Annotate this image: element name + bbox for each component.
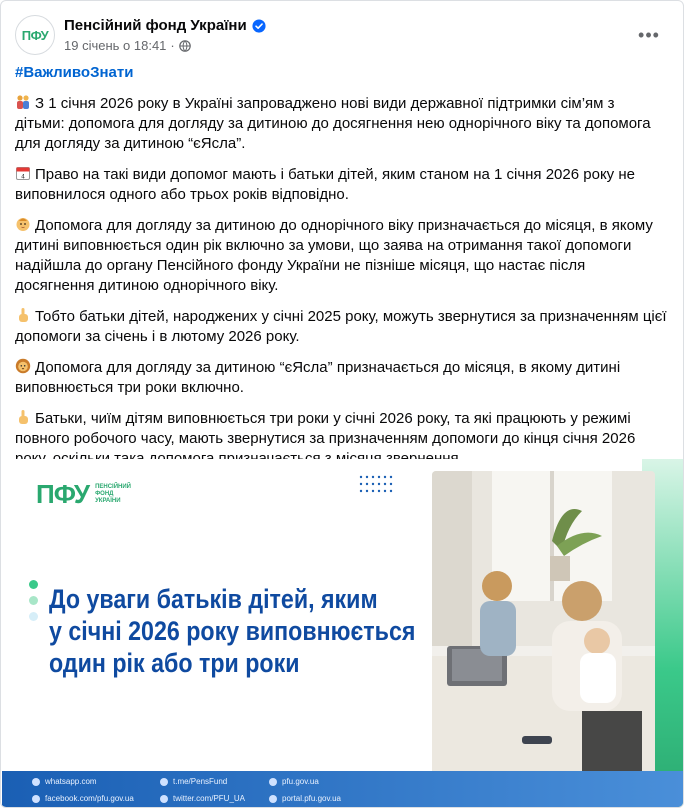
card-title-line: у січні 2026 року виповнюється (49, 616, 416, 646)
post-header-info (64, 17, 266, 53)
twitter-icon (160, 795, 168, 803)
footer-text: portal.pfu.gov.ua (282, 794, 342, 803)
footer-portal (269, 794, 341, 803)
lion-emoji-icon (15, 358, 31, 374)
bullet-dot (29, 596, 38, 605)
post-timestamp[interactable]: 19 січень о 18:41 (64, 38, 167, 53)
footer-text: facebook.com/pfu.gov.ua (45, 794, 134, 803)
card-footer (2, 771, 684, 808)
page-avatar[interactable] (15, 15, 55, 55)
card-logo-caption (95, 484, 131, 505)
whatsapp-icon (32, 778, 40, 786)
footer-text: t.me/PensFund (173, 777, 228, 786)
card-pfu-logo (36, 479, 131, 510)
meta-separator: · (170, 38, 175, 53)
post-image[interactable] (2, 459, 684, 808)
paragraph-text: Батьки, чиїм дітям виповнюється три роки у січні 2026 року, та які працюють у режимі повного робочого часу, мають звернутися за призначенням допомоги до кінця січня 2026 (15, 410, 636, 447)
paragraph-text: З 1 січня 2026 року в Україні запроваджено нові види державної підтримки сім’ям з дітьми: допомога для догляду за дитиною до досягнення нею однорічного віку та допомога для догляду за дитиною “єЯсла”. (15, 95, 651, 152)
post-text (15, 63, 667, 480)
card-logo-line: УКРАЇНИ (95, 498, 121, 504)
paragraph-text: Допомога для догляду за дитиною “єЯсла” призначається до місяця, в якому дитині виповнюється три роки включно. (15, 359, 621, 396)
page-name[interactable]: Пенсійний фонд України (64, 17, 247, 34)
card-logo-line: ПЕНСІЙНИЙ (95, 484, 131, 490)
website-icon (269, 778, 277, 786)
post-paragraph (15, 94, 667, 154)
footer-telegram (160, 777, 227, 786)
footer-whatsapp (32, 777, 97, 786)
baby-emoji-icon (15, 216, 31, 232)
decorative-dot-grid (359, 475, 395, 497)
post-paragraph (15, 216, 667, 296)
verified-badge-icon (252, 19, 266, 33)
footer-text: whatsapp.com (45, 777, 97, 786)
post-header (15, 13, 669, 57)
more-options-button[interactable]: ••• (638, 24, 660, 45)
facebook-icon (32, 795, 40, 803)
page-name-row (64, 17, 266, 34)
footer-twitter (160, 794, 245, 803)
card-title-line: До уваги батьків дітей, яким (49, 584, 378, 614)
pointing-emoji-icon (15, 409, 31, 425)
bullet-dot (29, 580, 38, 589)
portal-icon (269, 795, 277, 803)
telegram-icon (160, 778, 168, 786)
family-emoji-icon (15, 94, 31, 110)
footer-text: pfu.gov.ua (282, 777, 319, 786)
svg-text:4: 4 (21, 173, 25, 181)
avatar-logo-text: ПФУ (21, 27, 49, 43)
post-meta (64, 38, 266, 53)
globe-icon[interactable] (179, 40, 191, 52)
family-photo (432, 471, 655, 808)
hashtag-link[interactable]: #ВажливоЗнати (15, 64, 134, 81)
footer-text: twitter.com/PFU_UA (173, 794, 246, 803)
pointing-emoji-icon (15, 307, 31, 323)
bullet-dot (29, 612, 38, 621)
post-paragraph (15, 358, 667, 398)
post-paragraph (15, 165, 667, 205)
card-logo-mark: ПФУ (36, 479, 90, 509)
paragraph-text: Допомога для догляду за дитиною до однорічного віку призначається до місяця, в якому дитині виповнюється один рік включно за умови, що заява на отримання такої допомоги надійшла до органу Пенсійного фонду України не пізніше місяця, що настає після досягнення дитиною однорічного віку. (15, 217, 653, 294)
post-paragraph (15, 307, 667, 347)
card-title-line: один рік або три роки (49, 648, 300, 678)
decorative-bullets (29, 580, 38, 628)
footer-site (269, 777, 319, 786)
calendar-emoji-icon (15, 165, 31, 181)
paragraph-text: Тобто батьки дітей, народжених у січні 2025 року, можуть звернутися за призначенням цієї допомоги за січень і в лютому 2026 року. (15, 308, 667, 345)
card-logo-line: ФОНД (95, 491, 114, 497)
footer-facebook (32, 794, 134, 803)
paragraph-text: Право на такі види допомог мають і батьки дітей, яким станом на 1 січня 2026 року не виповнилося одного або трьох років відповідно. (15, 166, 635, 203)
card-title (49, 583, 416, 679)
